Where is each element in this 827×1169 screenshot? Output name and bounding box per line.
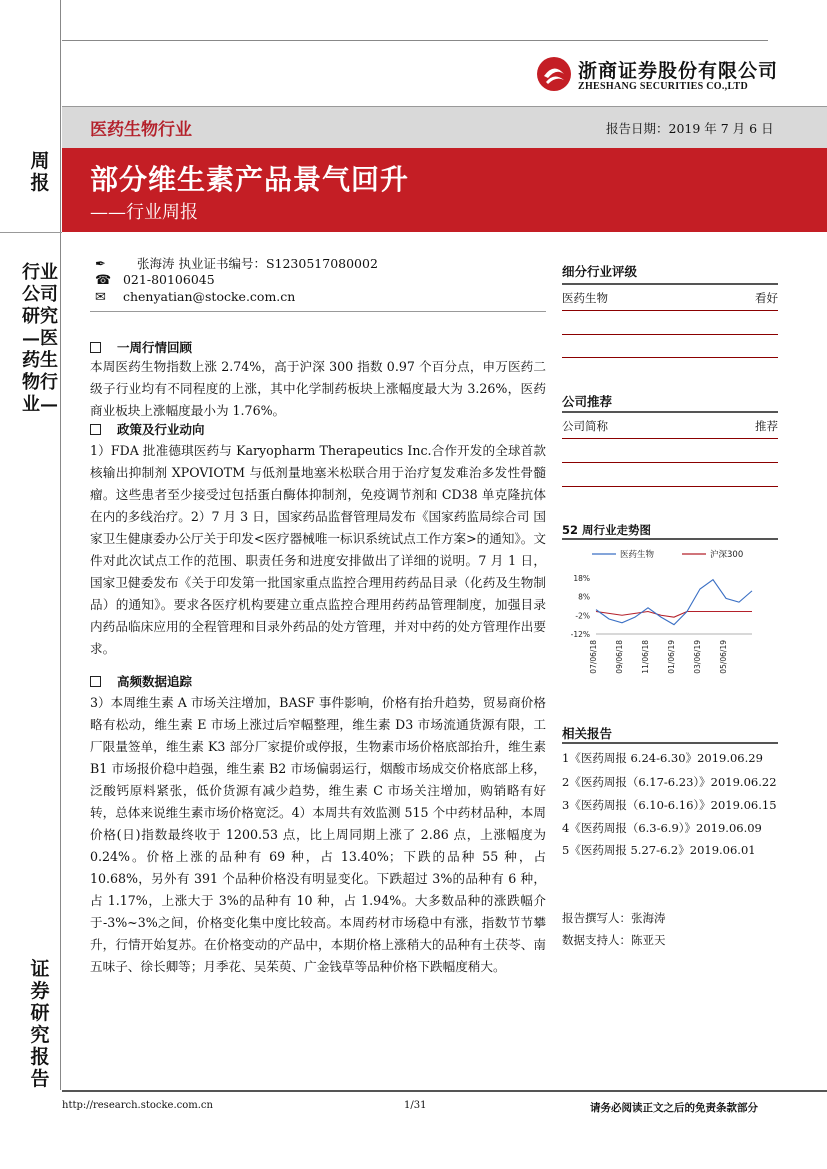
recommend-col-company: 公司简称 bbox=[562, 419, 608, 433]
related-top-rule bbox=[562, 742, 778, 744]
industry-label: 医药生物行业 bbox=[90, 120, 192, 140]
recommend-heading: 公司推荐 bbox=[562, 394, 613, 409]
recommend-header-row bbox=[562, 418, 778, 434]
rating-rule-1 bbox=[562, 310, 778, 311]
company-name-cn: 浙商证券股份有限公司 bbox=[578, 60, 779, 82]
analyst-phone: 021-80106045 bbox=[122, 272, 215, 287]
related-report-item[interactable]: 5《医药周报 5.27-6.2》2019.06.01 bbox=[562, 843, 756, 857]
rating-row bbox=[562, 290, 778, 306]
company-name-en: ZHESHANG SECURITIES CO.,LTD bbox=[578, 81, 749, 92]
mail-icon: ✉ bbox=[95, 290, 106, 305]
rating-rule-2 bbox=[562, 334, 778, 335]
section-text-review: 本周医药生物指数上涨 2.74%，高于沪深 300 指数 0.97 个百分点，申万医药二级子行业均有不同程度的上涨，其中化学制药板块上涨幅度最大为 3.26%，医药商业板块上涨幅度最小为 1.76%。 bbox=[90, 359, 546, 418]
email-line bbox=[95, 289, 295, 305]
legend-label: 沪深300 bbox=[710, 550, 744, 560]
series-line bbox=[596, 612, 752, 618]
section-text-data: 3）本周维生素 A 市场关注增加，BASF 事件影响，价格有抬升趋势，贸易商价格略有松动，维生素 E 市场上涨过后窄幅整理，维生素 D3 市场流通货源有限，工厂限量签单，维生素 K3 部分厂家提价或停报，生物素市场价格底部抬升，维生素 B1 市场报价稳中趋强，维生素 B2 市场偏弱运行，烟酸市场成交价格底部上移，泛酸钙原料紧张，低价货源有减少趋势，维生素 C 市场关注增加，购销略有好转，总体来说维生素市场价格宽泛。4）本周共有效监测 515 个中药材品种，本周价格(日)指数最终收于 1200.53 点，比上周同期上涨了 2.86 点，上涨幅度为 0.24%。价格上涨的品种有 69 种，占 13.40%；下跌的品种 55 种，占 10.68%，另外有 391 个品种价格没有明显变化。下跌超过 3%的品种有 6 种，占 1.17%，上涨大于 3%的品种有 10 种，占 1.94%。大多数品种的涨跌幅介于-3%~3%之间，价格变化集中度比较高。本周药材市场稳中有涨，指数节节攀升，行情开始复苏。在价格变动的产品中，本期价格上涨稍大的品种有土茯苓、南五味子、徐长卿等；月季花、吴茱萸、广金钱草等品种价格下跌幅度稍大。 bbox=[90, 695, 546, 974]
recommend-rule-1 bbox=[562, 438, 778, 439]
rating-top-rule bbox=[562, 283, 778, 285]
recommend-rule-3 bbox=[562, 486, 778, 487]
analyst-email: chenyatian@stocke.com.cn bbox=[122, 289, 296, 304]
rating-industry: 医药生物 bbox=[562, 291, 608, 305]
side-label-middle: 行业公司研究—医药生物行业— bbox=[22, 262, 58, 415]
side-label-bottom: 证券研究报告 bbox=[30, 958, 50, 1090]
x-tick-label: 05/06/19 bbox=[719, 640, 728, 674]
contact-divider bbox=[90, 311, 546, 312]
report-data-support: 数据支持人：陈亚天 bbox=[562, 933, 666, 947]
trend-chart bbox=[562, 542, 778, 702]
footer-disclaimer: 请务必阅读正文之后的免责条款部分 bbox=[590, 1102, 758, 1114]
x-tick-label: 09/06/18 bbox=[615, 640, 624, 674]
recommend-col-rating: 推荐 bbox=[755, 419, 778, 433]
x-tick-label: 07/06/18 bbox=[589, 640, 598, 674]
company-logo bbox=[536, 56, 572, 92]
report-date: 报告日期：2019 年 7 月 6 日 bbox=[606, 121, 774, 136]
section-heading-data: 高频数据追踪 bbox=[90, 672, 192, 690]
pen-icon: ✒ bbox=[95, 257, 106, 272]
related-report-item[interactable]: 2《医药周报（6.17-6.23）》2019.06.22 bbox=[562, 775, 777, 789]
y-tick-label: 8% bbox=[578, 592, 590, 602]
recommend-top-rule bbox=[562, 411, 778, 413]
rating-heading: 细分行业评级 bbox=[562, 264, 638, 279]
trend-heading: 52 周行业走势图 bbox=[562, 523, 652, 537]
report-title: 部分维生素产品景气回升 bbox=[90, 163, 410, 196]
x-tick-label: 03/06/19 bbox=[693, 640, 702, 674]
footer-page-number: 1/31 bbox=[404, 1100, 427, 1111]
related-report-item[interactable]: 3《医药周报（6.10-6.16）》2019.06.15 bbox=[562, 798, 777, 812]
series-line bbox=[596, 580, 752, 625]
x-tick-label: 01/06/19 bbox=[667, 640, 676, 674]
side-rule bbox=[60, 0, 61, 1090]
related-report-item[interactable]: 4《医药周报（6.3-6.9）》2019.06.09 bbox=[562, 821, 762, 835]
report-author: 报告撰写人：张海涛 bbox=[562, 911, 666, 925]
rating-rule-3 bbox=[562, 357, 778, 358]
x-tick-label: 11/06/18 bbox=[641, 640, 650, 674]
side-label-top: 周报 bbox=[30, 150, 50, 194]
y-tick-label: 18% bbox=[573, 573, 590, 583]
report-subtitle: ——行业周报 bbox=[90, 202, 198, 223]
footer-rule bbox=[62, 1090, 827, 1092]
y-tick-label: -12% bbox=[570, 630, 590, 639]
rating-value: 看好 bbox=[755, 291, 778, 305]
footer-url[interactable]: http://research.stocke.com.cn bbox=[62, 1100, 213, 1111]
phone-icon: ☎ bbox=[95, 273, 112, 288]
y-tick-label: -2% bbox=[575, 611, 590, 621]
section-heading-policy: 政策及行业动向 bbox=[90, 420, 205, 438]
trend-top-rule bbox=[562, 538, 778, 540]
recommend-rule-2 bbox=[562, 462, 778, 463]
analyst-name: 张海涛 执业证书编号：S1230517080002 bbox=[136, 256, 378, 271]
checkbox-icon bbox=[90, 342, 101, 353]
top-rule bbox=[62, 40, 768, 41]
related-report-item[interactable]: 1《医药周报 6.24-6.30》2019.06.29 bbox=[562, 751, 763, 765]
side-divider-1 bbox=[0, 232, 62, 233]
checkbox-icon bbox=[90, 424, 101, 435]
related-heading: 相关报告 bbox=[562, 726, 613, 741]
logo-icon bbox=[536, 56, 572, 92]
section-heading-review: 一周行情回顾 bbox=[90, 338, 192, 356]
legend-label: 医药生物 bbox=[620, 550, 655, 560]
phone-line bbox=[95, 272, 215, 288]
analyst-line bbox=[95, 254, 378, 272]
checkbox-icon bbox=[90, 676, 101, 687]
section-text-policy: 1）FDA 批准德琪医药与 Karyopharm Therapeutics Inc.合作开发的全球首款核输出抑制剂 XPOVIOTM 与低剂量地塞米松联合用于治疗复发难治多发性骨髓瘤。这些患者至少接受过包括蛋白酶体抑制剂，免疫调节剂和 CD38 单克隆抗体在内的多线治疗。2）7 月 3 日，国家药品监督管理局发布《国家药监局综合司 国家卫生健康委办公厅关于印发<医疗器械唯一标识系统试点工作方案>的通知》。文件对此次试点工作的范围、职责任务和进度安排做出了详细的说明。7 月 1 日，国家卫健委发布《关于印发第一批国家重点监控合理用药药品目录（化药及生物制品）的通知》。要求各医疗机构要建立重点监控合理用药药品管理制度，加强目录内药品临床应用的全程管理和目录外药品的处方管理，并对中药的处方管理作出要求。 bbox=[90, 443, 546, 656]
